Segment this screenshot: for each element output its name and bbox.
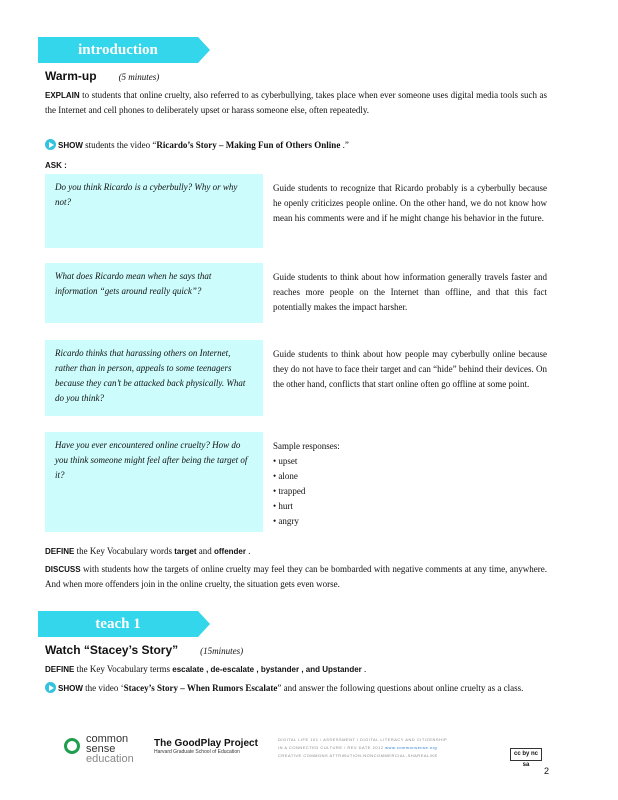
video-title-ricardo[interactable]: Ricardo’s Story – Making Fun of Others Online <box>156 140 341 150</box>
cs-line-3: education <box>86 753 134 765</box>
question-box-1 <box>45 174 263 248</box>
explain-text: to students that online cruelty, also referred to as cyberbullying, takes place when ever someone uses digital media tools such as the Internet and cell phones to deliberately upset or harass someone else, often repeatedly. <box>45 90 547 115</box>
answer-3 <box>273 347 547 392</box>
commonsense-link[interactable]: www.commonsense.org <box>385 745 438 750</box>
cs-line-2: sense <box>86 743 116 755</box>
define-terms-paragraph <box>45 662 547 677</box>
explain-keyword: EXPLAIN <box>45 91 80 100</box>
goodplay-title: The GoodPlay Project <box>154 738 258 749</box>
show-keyword: SHOW <box>58 684 83 693</box>
answer-text: Guide students to recognize that Ricardo probably is a cyberbully because he openly criticizes people online. On the other hand, we do not know how mean his comments were and if he might change his behavior in the future. <box>273 183 547 223</box>
vocab-term-upstander: , and Upstander <box>301 665 362 674</box>
legal-line-3: CREATIVE COMMONS ATTRIBUTION-NONCOMMERCIAL-SHAREALIKE <box>278 753 438 758</box>
vocab-term-de-escalate: , de-escalate <box>206 665 255 674</box>
section-banner-teach <box>38 611 198 637</box>
video-title-stacey[interactable]: Stacey’s Story – When Rumors Escalate <box>123 683 278 693</box>
sample-responses-list <box>273 454 547 529</box>
ask-keyword: ASK : <box>45 161 67 170</box>
vocab-word-target: target <box>174 547 197 556</box>
vocab-term-escalate: escalate <box>172 665 204 674</box>
discuss-text: with students how the targets of online cruelty may feel they can be bombarded with negative comments at any time, anywhere. And when more offenders join in the online cruelty, the situation gets even worse. <box>45 564 548 589</box>
list-item: • trapped <box>273 484 547 499</box>
ask-label <box>45 158 547 173</box>
vocab-term-bystander: , bystander <box>256 665 300 674</box>
question-text: Have you ever encountered online cruelty? How do you think someone might feel after being the target of it? <box>55 440 248 480</box>
answer-4 <box>273 439 547 529</box>
list-item: • upset <box>273 454 547 469</box>
goodplay-logo <box>154 738 258 755</box>
legal-line-2 <box>278 744 504 752</box>
list-item: • alone <box>273 469 547 484</box>
question-text: Do you think Ricardo is a cyberbully? Why or why not? <box>55 182 238 207</box>
question-text: What does Ricardo mean when he says that information “gets around really quick”? <box>55 271 212 296</box>
discuss-keyword: DISCUSS <box>45 565 81 574</box>
show-text-pre: students the video “ <box>85 140 157 150</box>
page-number: 2 <box>544 766 550 776</box>
warmup-time: (5 minutes) <box>118 72 160 82</box>
sample-responses-label: Sample responses: <box>273 441 340 451</box>
answer-2 <box>273 270 547 315</box>
question-box-3 <box>45 340 263 416</box>
answer-1 <box>273 181 547 226</box>
cc-badge-text: cc by nc sa <box>513 751 538 768</box>
warmup-heading <box>45 69 159 83</box>
question-text: Ricardo thinks that harassing others on Internet, rather than in person, appeals to some teenagers because they can’t be attacked back physically. What do you think? <box>55 348 246 403</box>
cs-line-1: common <box>86 733 129 745</box>
define-text-and: and <box>198 546 212 556</box>
explain-paragraph <box>45 88 547 118</box>
list-item: • angry <box>273 514 547 529</box>
watch-heading <box>45 643 243 657</box>
define-vocab-paragraph <box>45 544 547 559</box>
legal-line-2-text: IN A CONNECTED CULTURE / REV DATE 2012 <box>278 745 384 750</box>
discuss-paragraph <box>45 562 547 592</box>
define-text-end: . <box>364 664 367 674</box>
show-text-post: ” and answer the following questions about online cruelty as a class. <box>277 683 524 693</box>
show-keyword: SHOW <box>58 141 83 150</box>
define-text: the Key Vocabulary terms <box>76 664 170 674</box>
define-keyword: DEFINE <box>45 547 75 556</box>
watch-time: (15minutes) <box>200 646 244 656</box>
legal-line-1: DIGITAL LIFE 101 / ASSESSMENT / DIGITAL LITERACY AND CITIZENSHIP <box>278 737 448 742</box>
question-box-4 <box>45 432 263 532</box>
watch-title: Watch “Stacey’s Story” <box>45 643 179 657</box>
show-video-paragraph <box>45 681 547 696</box>
show-paragraph <box>45 138 547 153</box>
define-text: the Key Vocabulary words <box>76 546 172 556</box>
common-sense-wordmark <box>86 734 134 764</box>
section-banner-label: introduction <box>78 42 158 58</box>
checkmark-icon <box>64 738 80 754</box>
answer-text: Guide students to think about how people may cyberbully online because they do not have to face their target and can “hide” behind their devices. On the other hand, conflicts that start online often go offline at some point. <box>273 349 547 389</box>
warmup-title: Warm-up <box>45 69 97 83</box>
play-icon[interactable] <box>45 682 56 693</box>
section-banner-introduction <box>38 37 198 63</box>
show-text-pre: the video ‘ <box>85 683 124 693</box>
section-banner-label: teach 1 <box>95 616 141 632</box>
play-icon[interactable] <box>45 139 56 150</box>
common-sense-logo <box>62 734 142 770</box>
question-box-2 <box>45 263 263 323</box>
vocab-word-offender: offender <box>213 547 246 556</box>
show-text-post: .” <box>340 140 349 150</box>
goodplay-subtitle: Harvard Graduate School of Education <box>154 749 240 755</box>
answer-text: Guide students to think about how information generally travels faster and reaches more people on the Internet than offline, and that this fact potentially makes the impact harsher. <box>273 272 547 312</box>
list-item: • hurt <box>273 499 547 514</box>
footer <box>62 734 552 774</box>
legal-text <box>278 736 504 760</box>
define-text-end: . <box>248 546 251 556</box>
define-keyword: DEFINE <box>45 665 75 674</box>
creative-commons-badge <box>510 748 542 768</box>
